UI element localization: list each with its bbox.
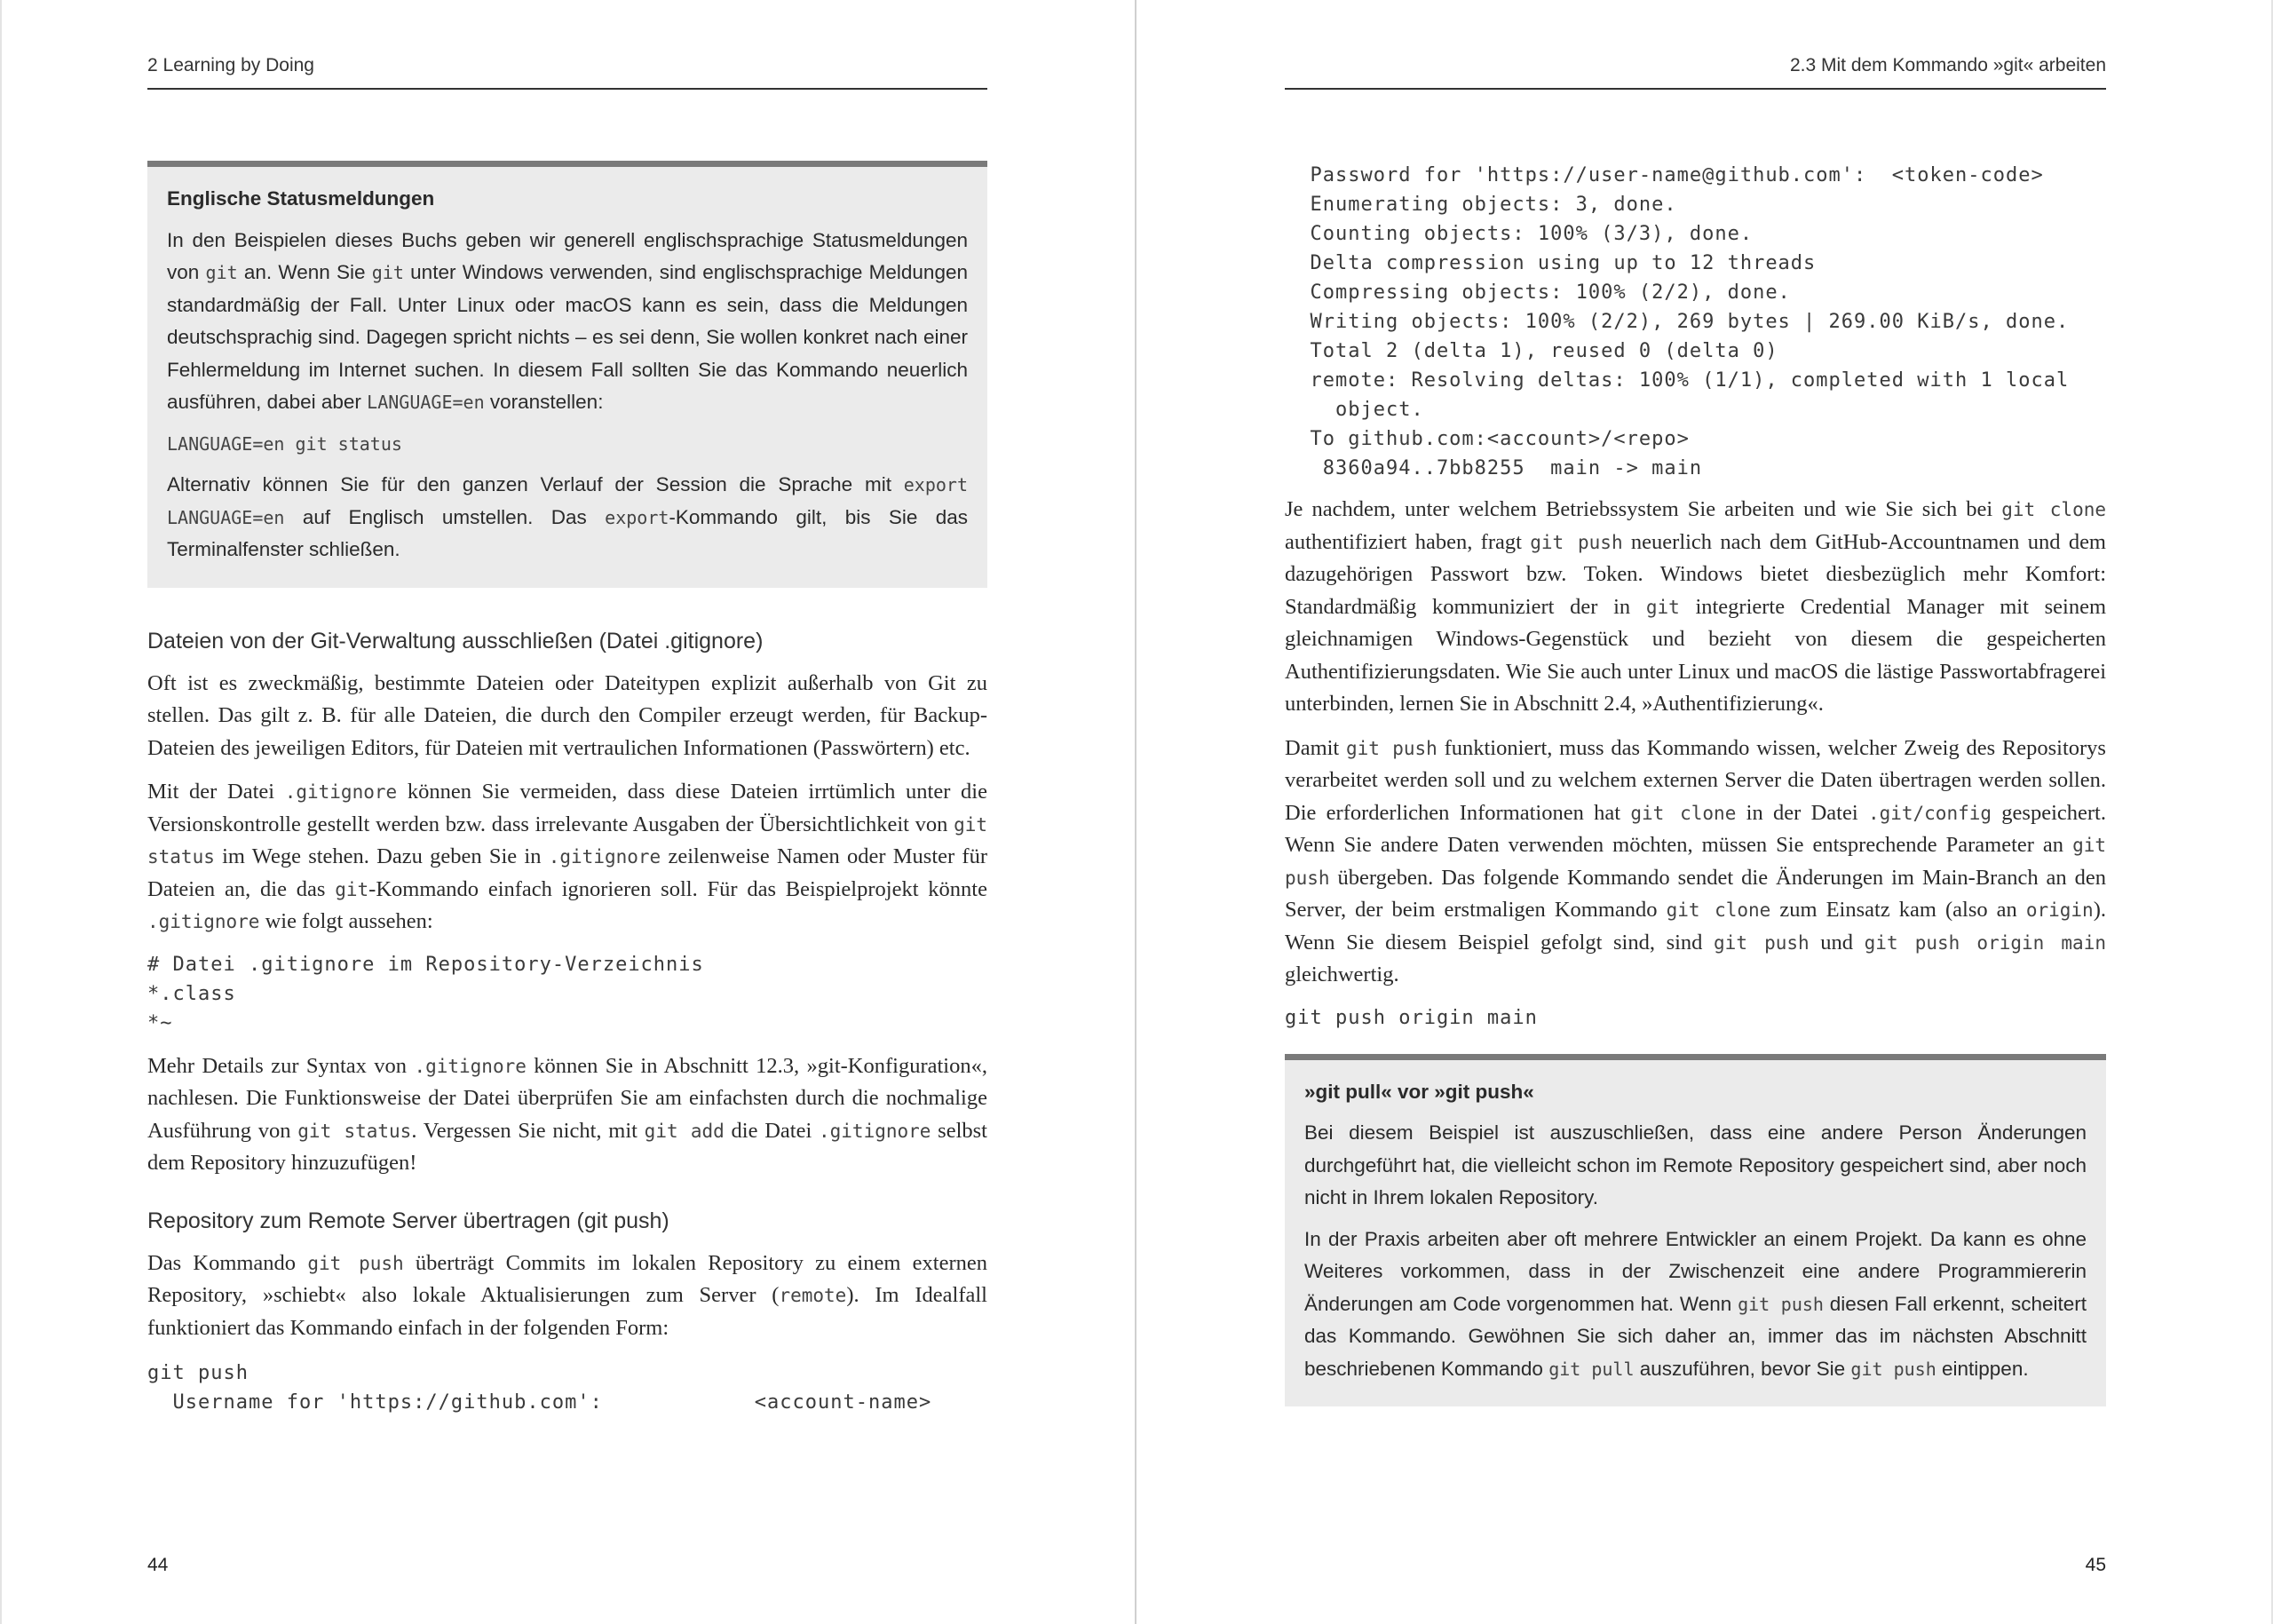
info-box-pull-before-push	[1285, 1054, 2106, 1407]
inline-code: git pull	[1548, 1358, 1635, 1380]
inline-code: .git/config	[1867, 802, 1992, 824]
text: unter Windows verwenden, sind englischsprachige Meldungen standardmäßig der Fall. Unter Linux oder macOS kann es sein, dass die Meldungen deutschsprachig sind. Dagegen spricht nichts – es sei denn, Sie wollen konkret nach einer Fehlermeldung im Internet suchen. In diesem Fall sollten Sie das Kommando neuerlich ausführen, dabei aber	[167, 261, 968, 413]
text: -Kommando einfach ignorieren soll. Für das Beispielprojekt könnte	[368, 876, 987, 901]
box-title: »git pull« vor »git push«	[1304, 1080, 1534, 1103]
left-column	[147, 161, 987, 1430]
text: überträgt Commits im lokalen Repository zu einem externen Repository, »schiebt« also lokale Aktualisierungen zum Server (	[147, 1250, 987, 1307]
inline-code: git	[1645, 596, 1680, 618]
text: ). Im Idealfall funktioniert das Kommando einfach in der folgenden Form:	[147, 1283, 987, 1340]
inline-code: export LANGUAGE=en	[167, 474, 968, 528]
text: authentifiziert haben, fragt	[1285, 529, 1531, 554]
inline-code: git clone	[1630, 802, 1737, 824]
right-page	[1136, 0, 2273, 1624]
box-paragraph	[167, 469, 968, 566]
left-page	[0, 0, 1135, 1624]
inline-code: .gitignore	[414, 1055, 527, 1077]
text: gespeichert. Wenn Sie andere Daten verwenden möchten, müssen Sie entsprechende Parameter an	[1285, 800, 2106, 857]
text: im Wege stehen. Dazu geben Sie in	[214, 844, 549, 868]
box-paragraph	[167, 225, 968, 419]
text: -Kommando gilt, bis Sie das Terminalfenster schließen.	[167, 505, 968, 560]
text: neuerlich nach dem GitHub-Accountnamen und dem dazugehörigen Passwort bzw. Token. Windows bietet diesbezüglich mehr Komfort: Standardmäßig kommuniziert der in	[1285, 529, 2106, 619]
page-number: 45	[2085, 1555, 2106, 1575]
info-box-status-messages	[147, 161, 987, 588]
body-paragraph	[147, 776, 987, 939]
text: selbst dem Repository hinzuzufügen!	[147, 1118, 987, 1175]
text: übergeben. Das folgende Kommando sendet die Änderungen im Main-Branch an den Server, der beim erstmaligen Kommando	[1285, 865, 2106, 922]
inline-code: git push	[307, 1252, 404, 1274]
page-number: 44	[147, 1555, 169, 1575]
box-title: Englische Statusmeldungen	[167, 187, 435, 210]
inline-code: git push	[1850, 1358, 1936, 1380]
text: ). Wenn Sie diesem Beispiel gefolgt sind, sind	[1285, 898, 2106, 955]
inline-code: git status	[147, 813, 987, 867]
section-heading-git-push: Repository zum Remote Server übertragen (git push)	[147, 1208, 669, 1233]
running-head: 2.3 Mit dem Kommando »git« arbeiten	[1789, 55, 2106, 75]
header-rule	[1285, 88, 2106, 90]
inline-code: .gitignore	[284, 781, 398, 803]
text: können Sie in Abschnitt 12.3, »git-Konfiguration«, nachlesen. Die Funktionsweise der Datei überprüfen Sie am einfachsten durch die nochmalige Ausführung von	[147, 1053, 987, 1143]
inline-code: .gitignore	[819, 1120, 931, 1142]
inline-code: git	[205, 262, 238, 283]
text: eintippen.	[1936, 1357, 2029, 1380]
inline-code: .gitignore	[147, 911, 260, 932]
text: integrierte Credential Manager mit seinem gleichnamigen Windows-Gegenstück und bezieht von diesem die gespeicherten Authentifizierungsdaten. Wie Sie auch unter Linux und macOS die lästige Passwortabfragerei unterbinden, lernen Sie in Abschnitt 2.4, »Authentifizierung«.	[1285, 594, 2106, 716]
body-paragraph	[147, 1050, 987, 1180]
text: können Sie vermeiden, dass diese Dateien irrtümlich unter die Versionskontrolle gestellt werden bzw. dass irrelevante Ausgaben der Übersichtlichkeit von	[147, 780, 987, 836]
text: auf Englisch umstellen. Das	[284, 505, 606, 528]
inline-code: git push	[1738, 1293, 1824, 1315]
text: funktioniert, muss das Kommando wissen, welcher Zweig des Repositorys verarbeitet werden soll und zu welchem externen Server die Daten übertragen werden sollen. Die erforderlichen Informationen hat	[1285, 735, 2106, 825]
text: gleichwertig.	[1285, 963, 1399, 986]
text: diesen Fall erkennt, scheitert das Kommando. Gewöhnen Sie sich daher an, immer das im nächsten Abschnitt beschriebenen Kommando	[1304, 1292, 2087, 1380]
inline-code: LANGUAGE=en	[367, 392, 485, 413]
text: zeilenweise Namen oder Muster für Dateien an, die das	[147, 844, 987, 901]
inline-code: git push	[1714, 931, 1810, 954]
page-edge	[0, 0, 2, 1624]
inline-code: git clone	[2001, 499, 2106, 520]
inline-code: .gitignore	[548, 846, 661, 867]
inline-code: git push	[1285, 835, 2106, 889]
body-paragraph: Oft ist es zweckmäßig, bestimmte Dateien oder Dateitypen explizit außerhalb von Git zu stellen. Das gilt z. B. für alle Dateien, die durch den Compiler erzeugt werden, für Backup-Dateien des jeweiligen Editors, für Dateien mit vertraulichen Informationen (Passwörtern) etc.	[147, 670, 987, 760]
body-paragraph	[1285, 494, 2106, 721]
box-paragraph	[1304, 1224, 2087, 1386]
inline-code: git push	[1346, 737, 1437, 759]
text: Mit der Datei	[147, 780, 285, 804]
text: . Vergessen Sie nicht, mit	[411, 1118, 645, 1143]
text: Alternativ können Sie für den ganzen Verlauf der Session die Sprache mit	[167, 473, 904, 495]
text: und	[1809, 930, 1865, 955]
text: in der Datei	[1736, 800, 1868, 825]
code-block-push-origin: git push origin main	[1285, 1006, 1538, 1029]
text: die Datei	[724, 1118, 819, 1143]
text: Damit	[1285, 735, 1347, 760]
inline-code: git clone	[1666, 899, 1771, 921]
inline-code: git add	[644, 1120, 725, 1142]
body-paragraph	[147, 1248, 987, 1345]
text: auszuführen, bevor Sie	[1634, 1357, 1851, 1380]
text: In der Praxis arbeiten aber oft mehrere Entwickler an einem Projekt. Da kann es ohne Weiteres vorkommen, dass in der Zwischenzeit eine andere Programmiererin Änderungen am Code vorgenommen hat. Wenn	[1304, 1227, 2087, 1315]
inline-code: export	[605, 506, 669, 528]
header-rule	[147, 88, 987, 90]
inline-code: LANGUAGE=en git status	[167, 432, 402, 455]
box-code-line	[167, 428, 968, 461]
body-paragraph	[1285, 733, 2106, 992]
running-head: 2 Learning by Doing	[147, 55, 314, 75]
inline-code: git push	[1530, 531, 1623, 553]
right-column	[1285, 161, 2106, 1406]
box-paragraph: Bei diesem Beispiel ist auszuschließen, dass eine andere Person Änderungen durchgeführt hat, die vielleicht schon im Remote Repository gespeichert sind, aber noch nicht in Ihrem lokalen Repository.	[1304, 1121, 2087, 1208]
inline-code: git push origin main	[1864, 931, 2106, 954]
text: zum Einsatz kam (also an	[1770, 898, 2026, 922]
code-block-push-output: Password for 'https://user-name@github.com': <token-code> Enumerating objects: 3, done. Counting objects: 100% (3/3), done. Delta compression using up to 12 threads Compressing objects: 100% (2/2), done. Writing objects: 100% (2/2), 269 bytes | 269.00 KiB/s, done. Total 2 (delta 1), reused 0 (delta 0) remote: Resolving deltas: 100% (1/1), completed with 1 local object. To github.com:<account>/<repo> 8360a94..7bb8255 main -> main	[1310, 164, 2070, 479]
text: Mehr Details zur Syntax von	[147, 1053, 415, 1078]
text: Das Kommando	[147, 1250, 308, 1275]
inline-code: git status	[297, 1120, 412, 1142]
inline-code: remote	[779, 1285, 847, 1306]
section-heading-gitignore: Dateien von der Git-Verwaltung ausschließen (Datei .gitignore)	[147, 628, 764, 654]
text: wie folgt aussehen:	[259, 909, 433, 933]
text: voranstellen:	[484, 391, 604, 413]
text: Je nachdem, unter welchem Betriebssystem Sie arbeiten und wie Sie sich bei	[1285, 497, 2002, 521]
text: In den Beispielen dieses Buchs geben wir generell englischsprachige Statusmeldungen von	[167, 228, 968, 283]
inline-code: git	[371, 262, 404, 283]
inline-code: git	[335, 878, 369, 900]
text: an. Wenn Sie	[237, 261, 372, 283]
code-block-git-push: git push Username for 'https://github.com': <account-name>	[147, 1362, 932, 1414]
inline-code: origin	[2025, 899, 2094, 921]
code-block-gitignore: # Datei .gitignore im Repository-Verzeichnis *.class *~	[147, 953, 704, 1034]
